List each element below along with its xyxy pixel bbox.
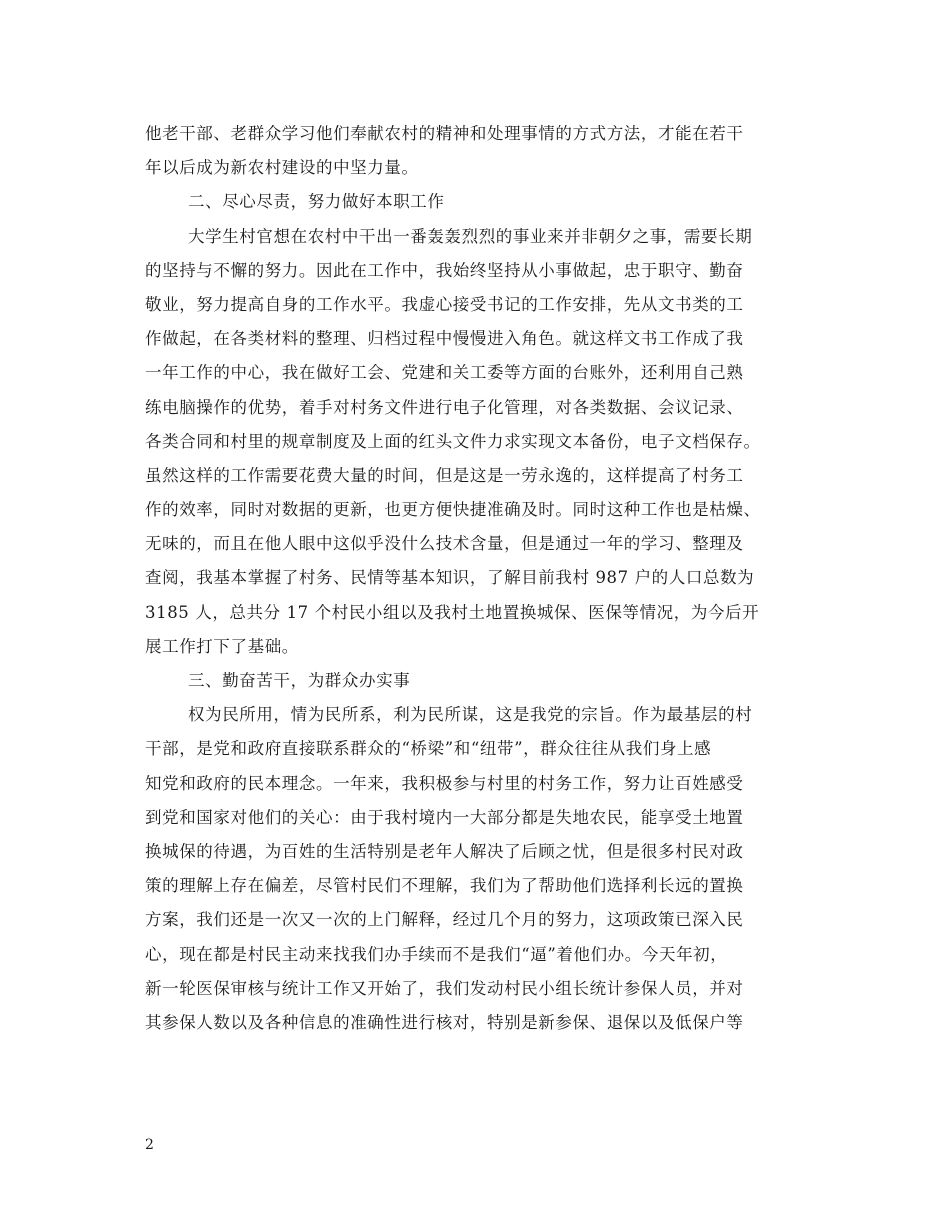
paragraph-line: 作的效率，同时对数据的更新，也更方便快捷准确及时。同时这种工作也是枯燥、: [145, 500, 761, 520]
paragraph-line: 其参保人数以及各种信息的准确性进行核对，特别是新参保、退保以及低保户等: [145, 1012, 744, 1032]
paragraph-line: 各类合同和村里的规章制度及上面的红头文件力求实现文本备份，电子文档保存。: [145, 431, 761, 451]
paragraph-line: 一年工作的中心，我在做好工会、党建和关工委等方面的台账外，还利用自己熟: [145, 363, 744, 383]
paragraph-line: 心，现在都是村民主动来找我们办手续而不是我们“逼”着他们办。今天年初，: [145, 944, 728, 964]
paragraph-line: 查阅，我基本掌握了村务、民情等基本知识，了解目前我村 987 户的人口总数为: [145, 568, 755, 588]
paragraph-line: 3185 人，总共分 17 个村民小组以及我村土地置换城保、医保等情况，为今后开: [145, 602, 760, 622]
paragraph-line: 练电脑操作的优势，着手对村务文件进行电子化管理，对各类数据、会议记录、: [145, 397, 744, 417]
paragraph-line: 年以后成为新农村建设的中坚力量。: [145, 158, 419, 178]
paragraph-line: 知党和政府的民本理念。一年来，我积极参与村里的村务工作，努力让百姓感受: [145, 773, 744, 793]
paragraph-line: 方案，我们还是一次又一次的上门解释，经过几个月的努力，这项政策已深入民: [145, 910, 744, 930]
paragraph-line: 敬业，努力提高自身的工作水平。我虚心接受书记的工作安排，先从文书类的工: [145, 294, 744, 314]
paragraph-line-indented: 权为民所用，情为民所系，利为民所谋，这是我党的宗旨。作为最基层的村: [188, 705, 753, 725]
paragraph-line: 他老干部、老群众学习他们奉献农村的精神和处理事情的方式方法，才能在若干: [145, 124, 744, 143]
paragraph-line: 展工作打下了基础。: [145, 636, 299, 656]
paragraph-line: 的坚持与不懈的努力。因此在工作中，我始终坚持从小事做起，忠于职守、勤奋: [145, 260, 744, 280]
paragraph-line-indented: 三、勤奋苦干，为群众办实事: [188, 671, 411, 690]
paragraph-line: 虽然这样的工作需要花费大量的时间，但是这是一劳永逸的，这样提高了村务工: [145, 465, 744, 485]
document-body: [145, 117, 805, 1040]
paragraph-line: 到党和国家对他们的关心：由于我村境内一大部分都是失地农民，能享受土地置: [145, 807, 744, 827]
paragraph-line: 策的理解上存在偏差，尽管村民们不理解，我们为了帮助他们选择利长远的置换: [145, 876, 744, 896]
paragraph-line-indented: 二、尽心尽责，努力做好本职工作: [188, 192, 445, 212]
paragraph-line-indented: 大学生村官想在农村中干出一番轰轰烈烈的事业来并非朝夕之事，需要长期: [188, 226, 753, 246]
paragraph-line: 新一轮医保审核与统计工作又开始了，我们发动村民小组长统计参保人员，并对: [145, 978, 744, 998]
paragraph-line: 作做起，在各类材料的整理、归档过程中慢慢进入角色。就这样文书工作成了我: [145, 329, 744, 349]
paragraph-line: 干部，是党和政府直接联系群众的“桥梁”和“纽带”，群众往往从我们身上感: [145, 739, 712, 759]
page-number: 2: [145, 1137, 154, 1153]
paragraph-line: 无味的，而且在他人眼中这似乎没什么技术含量，但是通过一年的学习、整理及: [145, 534, 744, 554]
paragraph-line: 换城保的待遇，为百姓的生活特别是老年人解决了后顾之忧，但是很多村民对政: [145, 841, 744, 861]
